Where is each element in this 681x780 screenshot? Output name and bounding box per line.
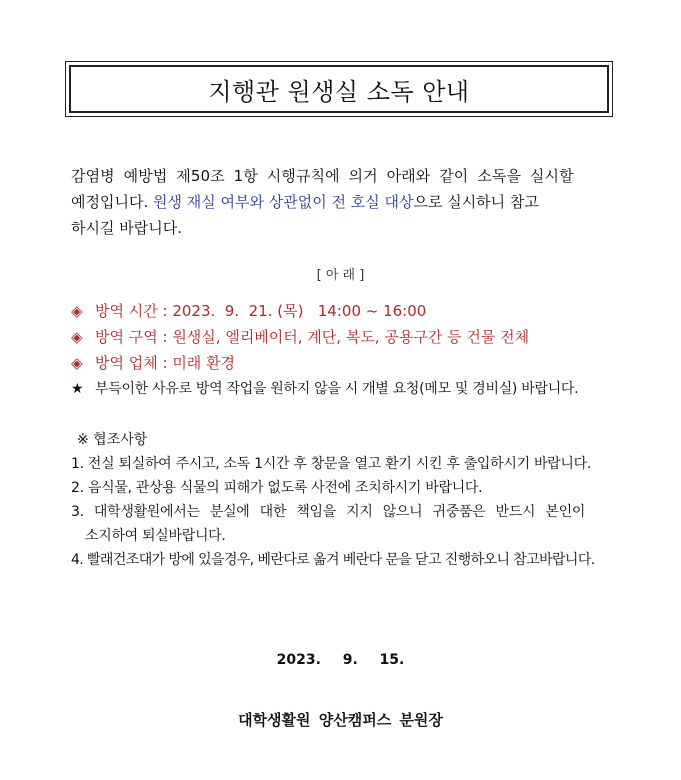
intro-line-2-pre: 예정입니다. xyxy=(71,193,153,211)
notice-date: 2023. 9. 15. xyxy=(276,652,405,668)
cooperation-heading: ※ 협조사항 xyxy=(77,432,148,448)
star-icon: ★ xyxy=(71,381,84,397)
section-label: [ 아 래 ] xyxy=(316,268,365,283)
intro-line-2-post: 으로 실시하니 참고 xyxy=(413,193,539,211)
detail-time-text: 방역 시간 : 2023. 9. 21. (목) 14:00 ~ 16:00 xyxy=(95,302,427,320)
intro-line-1: 감염병 예방법 제50조 1항 시행규칙에 의거 아래와 같이 소독을 실시할 xyxy=(71,167,574,185)
intro-line-2 xyxy=(71,189,607,215)
cooperation-item-2: 2. 음식물, 관상용 식물의 피해가 없도록 사전에 조치하시기 바랍니다. xyxy=(71,480,483,496)
cooperation-item-3-cont: 소지하여 퇴실바랍니다. xyxy=(85,528,226,544)
signature: 대학생활원 양산캠퍼스 분원장 xyxy=(238,711,443,729)
diamond-icon: ◈ xyxy=(71,354,83,372)
detail-time xyxy=(71,298,631,324)
title-inner-border xyxy=(69,65,609,113)
cooperation-section xyxy=(71,428,611,572)
diamond-icon: ◈ xyxy=(71,302,83,320)
note-text: 부득이한 사유로 방역 작업을 원하지 않을 시 개별 요청(메모 및 경비실) 바랍니다. xyxy=(95,381,579,397)
cooperation-item-1: 1. 전실 퇴실하여 주시고, 소독 1시간 후 창문을 열고 환기 시킨 후 출입하시기 바랍니다. xyxy=(71,456,592,472)
detail-company xyxy=(71,350,631,376)
diamond-icon: ◈ xyxy=(71,328,83,346)
intro-line-3: 하시길 바랍니다. xyxy=(71,219,182,237)
detail-company-text: 방역 업체 : 미래 환경 xyxy=(95,354,236,372)
intro-paragraph xyxy=(71,163,607,241)
detail-area xyxy=(71,324,631,350)
details-list xyxy=(71,298,631,402)
cooperation-item-3: 3. 대학생활원에서는 분실에 대한 책임을 지지 않으니 귀중품은 반드시 본인이 xyxy=(71,504,586,520)
title-box xyxy=(65,61,613,117)
note-item xyxy=(71,376,631,402)
cooperation-item-4: 4. 빨래건조대가 방에 있을경우, 베란다로 옮겨 베란다 문을 닫고 진행하오니 참고바랍니다. xyxy=(71,552,595,568)
detail-area-text: 방역 구역 : 원생실, 엘리베이터, 계단, 복도, 공용구간 등 건물 전체 xyxy=(95,328,530,346)
page-title: 지행관 원생실 소독 안내 xyxy=(208,77,470,106)
intro-highlight: 원생 재실 여부와 상관없이 전 호실 대상 xyxy=(153,193,414,211)
